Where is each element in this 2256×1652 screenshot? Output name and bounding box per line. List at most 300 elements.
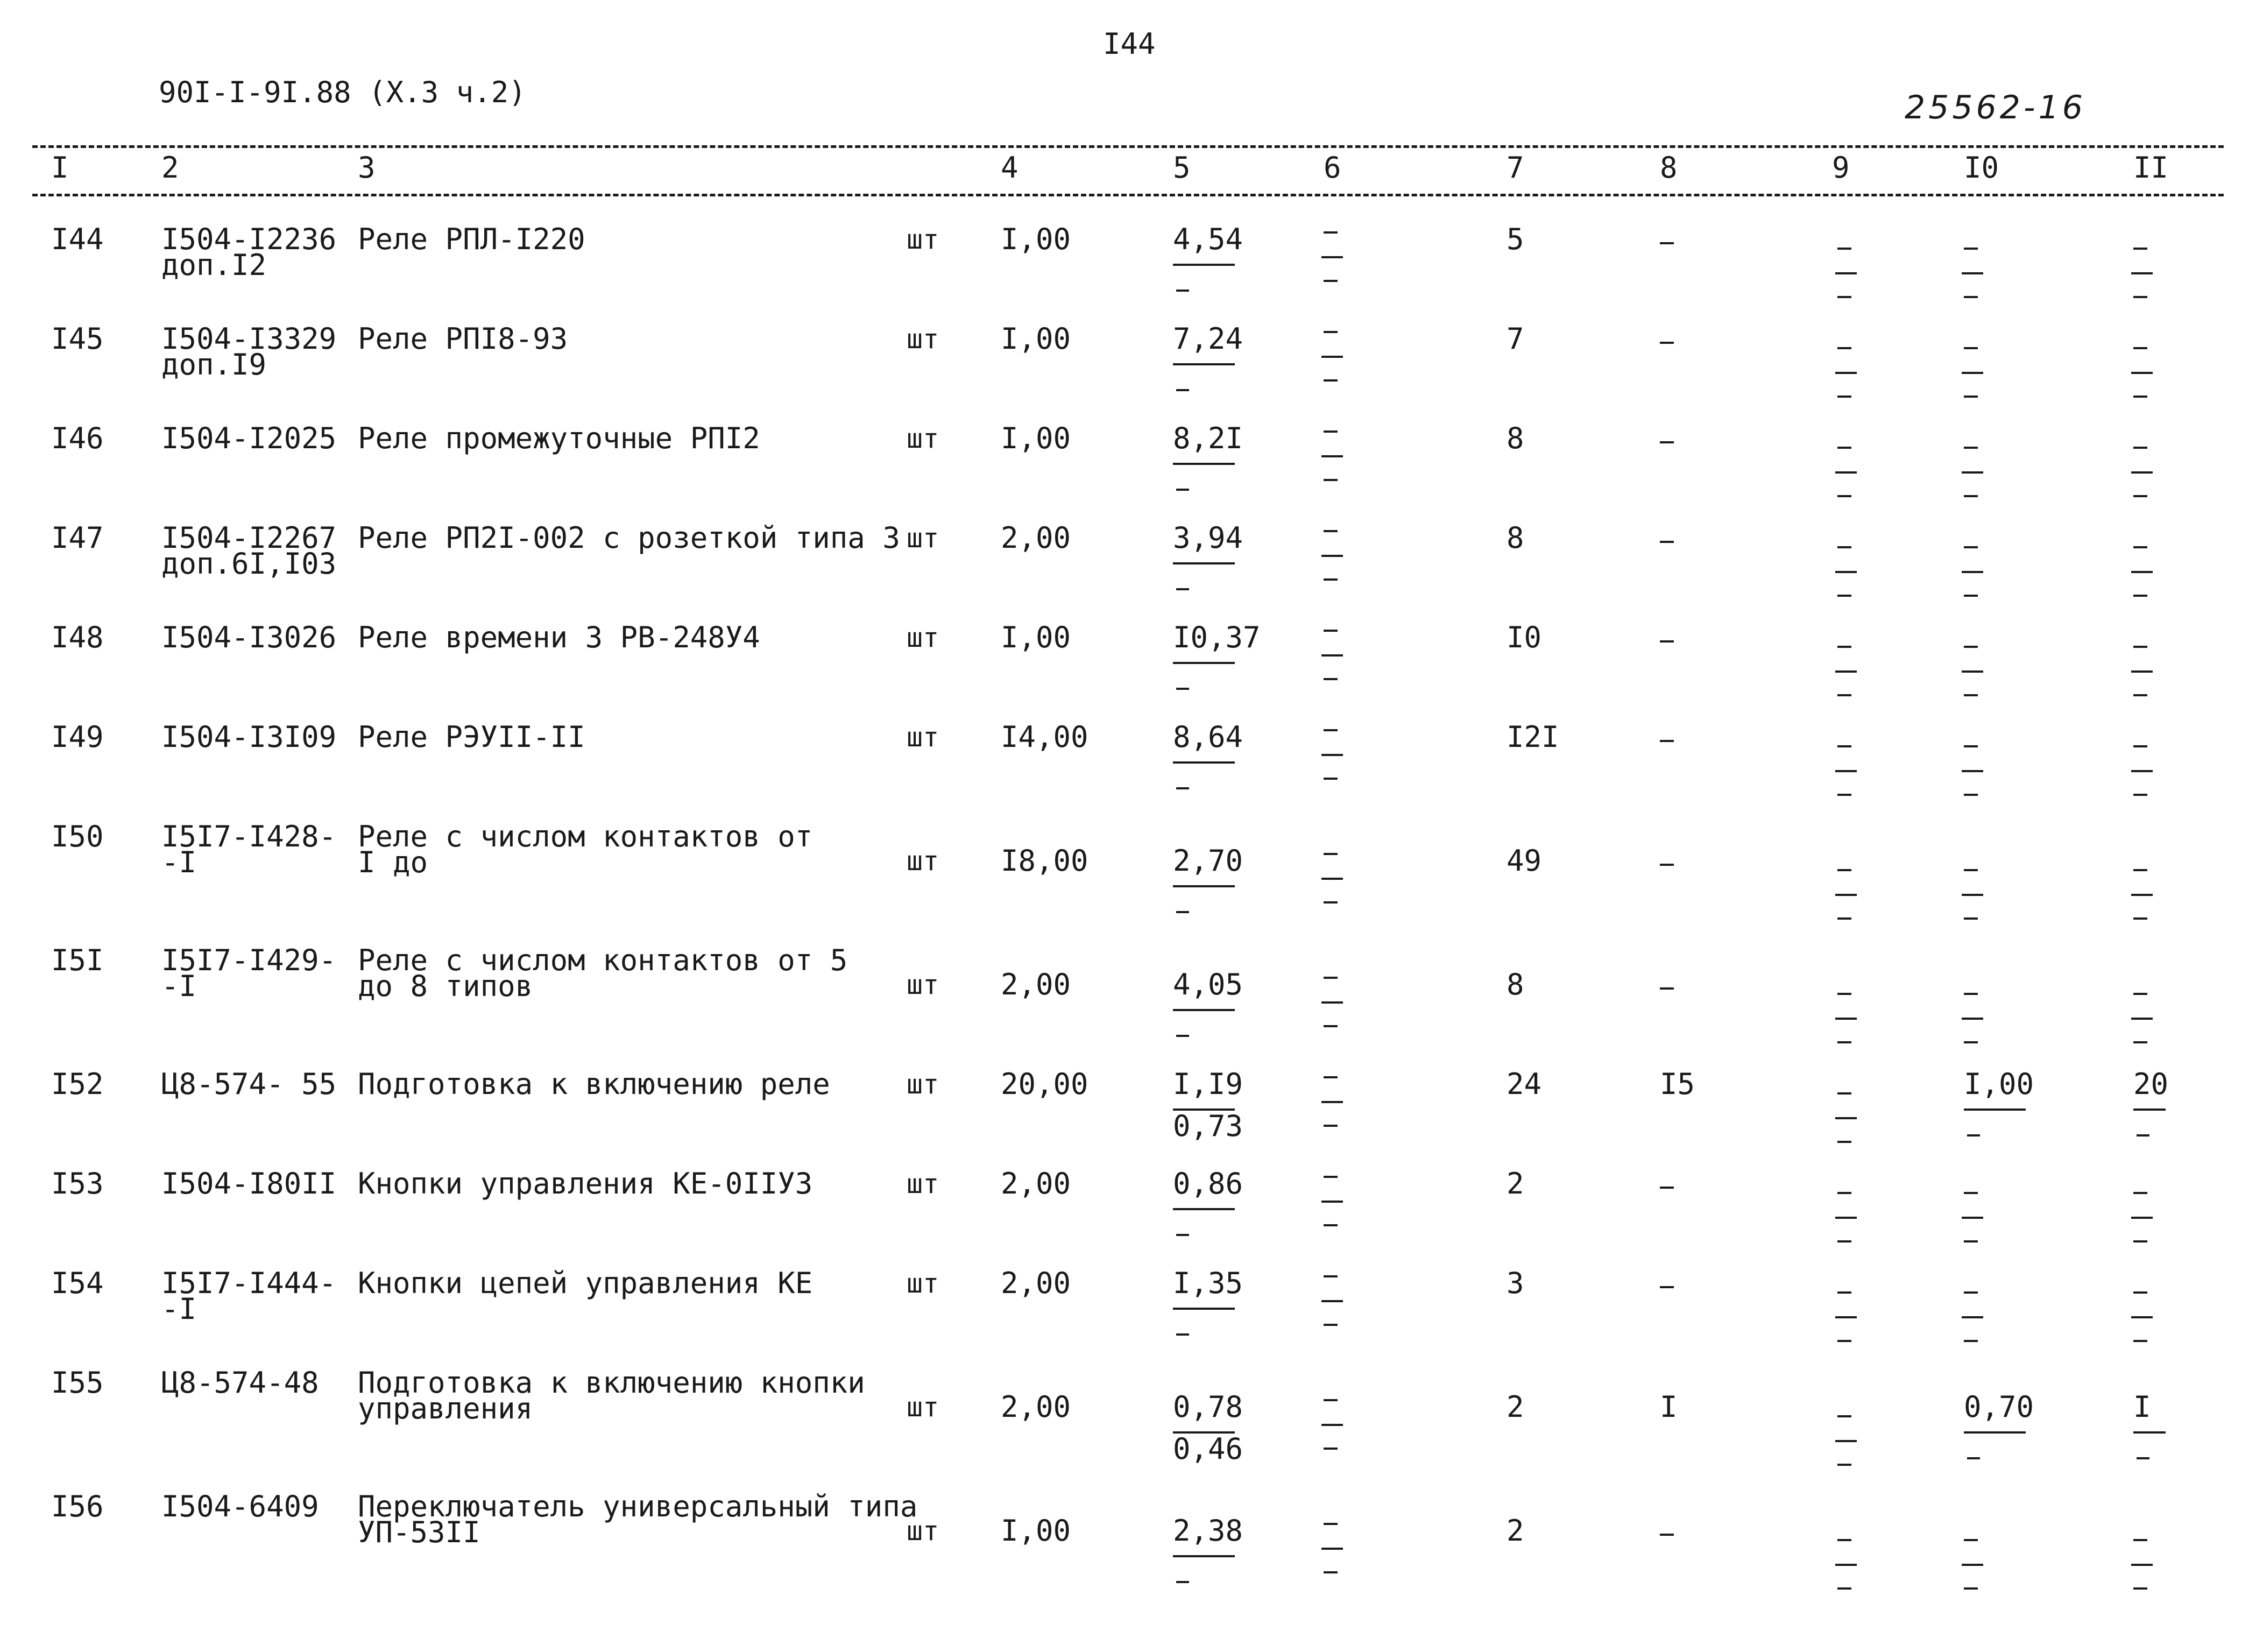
resource-code: I5I7-I428-: [161, 820, 337, 853]
unit-cost: I,35: [1173, 1266, 1243, 1300]
col11-dash-bottom: [2133, 917, 2147, 920]
resource-code: Ц8-574- 55: [161, 1067, 337, 1101]
quantity: 2,00: [1001, 521, 1071, 555]
unit-cost-wage-dash: [1176, 290, 1189, 292]
col9-dash-top: [1837, 993, 1851, 995]
col6-dash-line: [1321, 1201, 1343, 1203]
col6-dash-top: [1324, 630, 1338, 632]
col8-dash: [1660, 740, 1674, 742]
row-number: I54: [51, 1266, 104, 1300]
resource-code-addendum: доп.I2: [161, 248, 267, 282]
unit-cost-fraction-line: [1173, 363, 1235, 365]
col9-dash-line: [1835, 1117, 1857, 1119]
quantity: I,00: [1001, 322, 1071, 356]
col6-dash-bottom: [1324, 1571, 1338, 1573]
unit-of-measure: шт: [907, 1168, 939, 1199]
col9-dash-bottom: [1837, 1340, 1851, 1342]
resource-code-addendum: -I: [161, 845, 197, 879]
resource-name: Кнопки управления КЕ-0IIУЗ: [358, 1167, 813, 1201]
col6-dash-bottom: [1324, 1025, 1338, 1027]
col6-dash-top: [1324, 231, 1338, 234]
col10-dash-top: [1964, 646, 1978, 648]
col10-dash-top: [1964, 993, 1978, 995]
col11-dash-line: [2131, 571, 2153, 573]
col6-dash-top: [1324, 853, 1338, 855]
col10-value: I,00: [1964, 1067, 2034, 1101]
col10-dash-top: [1964, 1192, 1978, 1194]
col9-dash-bottom: [1837, 1464, 1851, 1466]
unit-cost: I,I9: [1173, 1067, 1243, 1101]
resource-code-addendum: -I: [161, 1292, 197, 1326]
unit-cost-fraction-line: [1173, 1009, 1235, 1011]
page-number: I44: [1103, 27, 1156, 61]
col9-dash-bottom: [1837, 1141, 1851, 1143]
resource-name: Реле РПI8-93: [358, 322, 568, 356]
col9-dash-bottom: [1837, 296, 1851, 298]
col8-dash: [1660, 441, 1674, 443]
col10-dash-bottom: [1964, 1041, 1978, 1043]
col6-dash-top: [1324, 530, 1338, 532]
col9-dash-top: [1837, 546, 1851, 548]
unit-cost-wage-dash: [1176, 389, 1189, 391]
col6-dash-bottom: [1324, 379, 1338, 382]
row-number: I53: [51, 1167, 104, 1201]
column-header-7: 7: [1507, 151, 1524, 185]
col6-dash-line: [1321, 455, 1343, 457]
col10-value: 0,70: [1964, 1390, 2034, 1424]
total-cost: 5: [1507, 222, 1524, 256]
resource-name: Кнопки цепей управления КЕ: [358, 1266, 813, 1300]
col9-dash-bottom: [1837, 917, 1851, 920]
col11-fraction-line: [2133, 1109, 2166, 1111]
unit-cost: 2,70: [1173, 844, 1243, 878]
quantity: I4,00: [1001, 720, 1088, 754]
col8-dash: [1660, 541, 1674, 543]
col9-dash-line: [1835, 670, 1857, 673]
col10-dash-top: [1964, 1539, 1978, 1541]
column-header-3: 3: [358, 151, 376, 185]
resource-code-addendum: -I: [161, 969, 197, 1003]
col9-dash-top: [1837, 646, 1851, 648]
unit-of-measure: шт: [907, 1268, 939, 1299]
col10-dash-bottom: [1964, 917, 1978, 920]
col11-dash-bottom: [2133, 396, 2147, 398]
resource-code-addendum: доп.I9: [161, 348, 267, 382]
col11-dash-top: [2133, 1291, 2147, 1294]
quantity: I,00: [1001, 222, 1071, 256]
unit-cost-wage-dash: [1176, 588, 1189, 590]
col11-dash-bottom: [2133, 794, 2147, 796]
col11-dash-line: [2131, 1564, 2153, 1566]
col10-fraction-line: [1964, 1431, 2026, 1434]
col10-dash-bottom: [1964, 495, 1978, 497]
unit-cost-fraction-line: [1173, 1308, 1235, 1310]
col11-dash-bottom: [2133, 1340, 2147, 1342]
col9-dash-line: [1835, 1316, 1857, 1318]
col10-dash-bottom: [1964, 595, 1978, 597]
unit-cost-wage-dash: [1176, 911, 1189, 913]
col11-dash-bottom: [2133, 495, 2147, 497]
col10-dash-line: [1962, 670, 1983, 673]
col11-dash: [2137, 1457, 2149, 1459]
unit-cost: 4,05: [1173, 968, 1243, 1001]
col9-dash-top: [1837, 1092, 1851, 1095]
col9-dash-line: [1835, 1564, 1857, 1566]
col6-dash-bottom: [1324, 1324, 1338, 1326]
resource-code-addendum: доп.6I,I03: [161, 547, 337, 581]
column-header-9: 9: [1832, 151, 1850, 185]
col10-dash-bottom: [1964, 1340, 1978, 1342]
col8-dash: [1660, 1534, 1674, 1536]
unit-cost-wage-dash: [1176, 1035, 1189, 1037]
col10-dash-top: [1964, 447, 1978, 449]
row-number: I46: [51, 421, 104, 455]
total-cost: 49: [1507, 844, 1542, 878]
row-number: I47: [51, 521, 104, 555]
col11-dash-line: [2131, 471, 2153, 474]
quantity: I8,00: [1001, 844, 1088, 878]
resource-name: Переключатель универсальный типа: [358, 1489, 918, 1523]
col10-dash-bottom: [1964, 396, 1978, 398]
col11-dash-line: [2131, 1018, 2153, 1020]
unit-cost-fraction-line: [1173, 463, 1235, 465]
unit-cost-wage-dash: [1176, 1234, 1189, 1236]
col11-dash-top: [2133, 347, 2147, 349]
resource-name-continued: УП-53II: [358, 1515, 480, 1549]
col6-dash-top: [1324, 1399, 1338, 1401]
row-number: I56: [51, 1489, 104, 1523]
col9-dash-line: [1835, 1217, 1857, 1219]
unit-cost: I0,37: [1173, 620, 1261, 654]
unit-of-measure: шт: [907, 722, 939, 753]
col10-dash-bottom: [1964, 694, 1978, 696]
column-header-10: I0: [1964, 151, 1999, 185]
header-top-rule: [32, 145, 2224, 148]
col10-dash: [1967, 1457, 1980, 1459]
col9-dash-bottom: [1837, 694, 1851, 696]
col6-dash-bottom: [1324, 1224, 1338, 1226]
unit-of-measure: шт: [907, 969, 939, 1000]
col10-dash-bottom: [1964, 1587, 1978, 1590]
row-number: I44: [51, 222, 104, 256]
col6-dash-top: [1324, 977, 1338, 979]
col11-fraction-line: [2133, 1431, 2166, 1434]
resource-code: I504-6409: [161, 1489, 319, 1523]
quantity: 20,00: [1001, 1067, 1088, 1101]
unit-of-measure: шт: [907, 323, 939, 355]
col11-value: I: [2133, 1390, 2151, 1424]
unit-cost: 8,2I: [1173, 421, 1243, 455]
resource-name: Реле РЭУII-II: [358, 720, 585, 754]
resource-name-continued: управления: [358, 1392, 533, 1425]
unit-cost: 0,86: [1173, 1167, 1243, 1201]
row-number: I52: [51, 1067, 104, 1101]
col9-dash-line: [1835, 1018, 1857, 1020]
col9-dash-line: [1835, 471, 1857, 474]
quantity: 2,00: [1001, 968, 1071, 1001]
col11-dash-top: [2133, 1192, 2147, 1194]
col11-dash: [2137, 1134, 2149, 1136]
col8-value: I5: [1660, 1067, 1695, 1101]
column-header-2: 2: [161, 151, 179, 185]
col9-dash-bottom: [1837, 1587, 1851, 1590]
col11-dash-top: [2133, 869, 2147, 871]
col6-dash-line: [1321, 1424, 1343, 1426]
col6-dash-bottom: [1324, 1448, 1338, 1450]
col8-value: I: [1660, 1390, 1678, 1424]
document-code: 90I-I-9I.88 (X.3 ч.2): [159, 75, 526, 109]
col6-dash-top: [1324, 729, 1338, 731]
column-header-6: 6: [1324, 151, 1341, 185]
col11-dash-top: [2133, 745, 2147, 747]
col6-dash-bottom: [1324, 280, 1338, 282]
col6-dash-line: [1321, 1101, 1343, 1103]
col9-dash-top: [1837, 1291, 1851, 1294]
resource-code: I504-I3026: [161, 620, 337, 654]
col9-dash-line: [1835, 894, 1857, 896]
resource-name: Подготовка к включению реле: [358, 1067, 830, 1101]
col10-dash-top: [1964, 546, 1978, 548]
col11-dash-line: [2131, 670, 2153, 673]
resource-code: I5I7-I429-: [161, 943, 337, 977]
unit-cost-fraction-line: [1173, 264, 1235, 266]
col9-dash-top: [1837, 447, 1851, 449]
resource-code: I504-I2025: [161, 421, 337, 455]
col10-dash-top: [1964, 745, 1978, 747]
col8-dash: [1660, 1286, 1674, 1288]
col6-dash-line: [1321, 555, 1343, 557]
col9-dash-top: [1837, 347, 1851, 349]
col9-dash-top: [1837, 1415, 1851, 1417]
unit-of-measure: шт: [907, 622, 939, 653]
unit-cost: 7,24: [1173, 322, 1243, 356]
unit-cost-fraction-line: [1173, 885, 1235, 887]
quantity: 2,00: [1001, 1167, 1071, 1201]
resource-code: Ц8-574-48: [161, 1366, 319, 1400]
unit-cost-wage: 0,46: [1173, 1432, 1243, 1466]
unit-cost-fraction-line: [1173, 1208, 1235, 1210]
col8-dash: [1660, 640, 1674, 643]
col11-dash-line: [2131, 272, 2153, 274]
total-cost: I2I: [1507, 720, 1559, 754]
col10-dash-top: [1964, 347, 1978, 349]
col6-dash-bottom: [1324, 778, 1338, 780]
col10-fraction-line: [1964, 1109, 2026, 1111]
resource-name: Подготовка к включению кнопки: [358, 1366, 865, 1400]
resource-code: I504-I3329: [161, 322, 337, 356]
col9-dash-line: [1835, 272, 1857, 274]
unit-cost-fraction-line: [1173, 562, 1235, 564]
col11-dash-top: [2133, 993, 2147, 995]
col6-dash-line: [1321, 256, 1343, 258]
col9-dash-line: [1835, 1440, 1857, 1442]
header-bottom-rule: [32, 194, 2224, 196]
total-cost: 7: [1507, 322, 1524, 356]
row-number: I55: [51, 1366, 104, 1400]
col6-dash-bottom: [1324, 1125, 1338, 1127]
col11-dash-line: [2131, 770, 2153, 772]
quantity: I,00: [1001, 620, 1071, 654]
col8-dash: [1660, 242, 1674, 244]
row-number: I50: [51, 820, 104, 853]
quantity: I,00: [1001, 421, 1071, 455]
col11-dash-bottom: [2133, 694, 2147, 696]
col9-dash-top: [1837, 869, 1851, 871]
unit-of-measure: шт: [907, 523, 939, 554]
col10-dash-top: [1964, 1291, 1978, 1294]
resource-code: I504-I2236: [161, 222, 337, 256]
col10-dash-line: [1962, 272, 1983, 274]
col10-dash: [1967, 1134, 1980, 1136]
col6-dash-top: [1324, 1523, 1338, 1525]
col9-dash-top: [1837, 1539, 1851, 1541]
resource-code: I504-I3I09: [161, 720, 337, 754]
col10-dash-line: [1962, 770, 1983, 772]
total-cost: 8: [1507, 521, 1524, 555]
resource-name-continued: до 8 типов: [358, 969, 533, 1003]
col9-dash-bottom: [1837, 595, 1851, 597]
col10-dash-line: [1962, 894, 1983, 896]
col9-dash-bottom: [1837, 396, 1851, 398]
col9-dash-line: [1835, 372, 1857, 374]
col6-dash-top: [1324, 331, 1338, 333]
col10-dash-line: [1962, 1217, 1983, 1219]
total-cost: 2: [1507, 1390, 1524, 1424]
total-cost: 3: [1507, 1266, 1524, 1300]
col6-dash-line: [1321, 754, 1343, 756]
column-header-4: 4: [1001, 151, 1019, 185]
col9-dash-top: [1837, 248, 1851, 250]
resource-name: Реле времени 3 РВ-248У4: [358, 620, 760, 654]
col11-dash-top: [2133, 546, 2147, 548]
col6-dash-line: [1321, 356, 1343, 358]
total-cost: 8: [1507, 421, 1524, 455]
unit-cost: 4,54: [1173, 222, 1243, 256]
unit-cost-wage-dash: [1176, 489, 1189, 491]
row-number: I48: [51, 620, 104, 654]
unit-cost: 0,78: [1173, 1390, 1243, 1424]
unit-of-measure: шт: [907, 845, 939, 877]
col6-dash-line: [1321, 654, 1343, 656]
col11-dash-top: [2133, 646, 2147, 648]
col6-dash-bottom: [1324, 479, 1338, 481]
col11-value: 20: [2133, 1067, 2169, 1101]
col6-dash-line: [1321, 1300, 1343, 1302]
row-number: I45: [51, 322, 104, 356]
col10-dash-line: [1962, 1564, 1983, 1566]
resource-code: I504-I80II: [161, 1167, 337, 1201]
col11-dash-bottom: [2133, 296, 2147, 298]
resource-name: Реле промежуточные РПI2: [358, 421, 760, 455]
col6-dash-bottom: [1324, 578, 1338, 581]
unit-cost: 2,38: [1173, 1514, 1243, 1548]
col10-dash-line: [1962, 471, 1983, 474]
column-header-5: 5: [1173, 151, 1191, 185]
total-cost: 8: [1507, 968, 1524, 1001]
unit-cost: 3,94: [1173, 521, 1243, 555]
total-cost: 2: [1507, 1167, 1524, 1201]
col10-dash-bottom: [1964, 1240, 1978, 1242]
col6-dash-top: [1324, 1275, 1338, 1277]
row-number: I49: [51, 720, 104, 754]
resource-name: Реле РПЛ-I220: [358, 222, 585, 256]
unit-of-measure: шт: [907, 224, 939, 255]
col9-dash-bottom: [1837, 1041, 1851, 1043]
col8-dash: [1660, 864, 1674, 866]
col9-dash-bottom: [1837, 495, 1851, 497]
unit-cost-fraction-line: [1173, 1555, 1235, 1557]
unit-of-measure: шт: [907, 423, 939, 454]
col9-dash-line: [1835, 770, 1857, 772]
col6-dash-line: [1321, 1548, 1343, 1550]
unit-cost: 8,64: [1173, 720, 1243, 754]
col11-dash-bottom: [2133, 1041, 2147, 1043]
col9-dash-top: [1837, 1192, 1851, 1194]
col6-dash-bottom: [1324, 901, 1338, 903]
col9-dash-bottom: [1837, 1240, 1851, 1242]
unit-cost-wage-dash: [1176, 688, 1189, 690]
col6-dash-line: [1321, 878, 1343, 880]
col8-dash: [1660, 987, 1674, 990]
quantity: I,00: [1001, 1514, 1071, 1548]
unit-of-measure: шт: [907, 1069, 939, 1100]
column-header-11: II: [2133, 151, 2169, 185]
col6-dash-top: [1324, 1176, 1338, 1178]
resource-name: Реле с числом контактов от 5: [358, 943, 848, 977]
col11-dash-line: [2131, 894, 2153, 896]
col6-dash-bottom: [1324, 678, 1338, 680]
col10-dash-top: [1964, 248, 1978, 250]
unit-cost-fraction-line: [1173, 662, 1235, 664]
column-header-8: 8: [1660, 151, 1678, 185]
quantity: 2,00: [1001, 1266, 1071, 1300]
col11-dash-bottom: [2133, 1587, 2147, 1590]
resource-name: Реле с числом контактов от: [358, 820, 813, 853]
col11-dash-top: [2133, 248, 2147, 250]
col11-dash-bottom: [2133, 1240, 2147, 1242]
total-cost: 2: [1507, 1514, 1524, 1548]
col10-dash-line: [1962, 1018, 1983, 1020]
col10-dash-top: [1964, 869, 1978, 871]
unit-of-measure: шт: [907, 1392, 939, 1423]
col11-dash-line: [2131, 372, 2153, 374]
unit-cost-wage: 0,73: [1173, 1109, 1243, 1143]
column-header-1: I: [51, 151, 69, 185]
col11-dash-bottom: [2133, 595, 2147, 597]
col9-dash-line: [1835, 571, 1857, 573]
quantity: 2,00: [1001, 1390, 1071, 1424]
resource-name: Реле РП2I-002 с розеткой типа 3: [358, 521, 900, 555]
total-cost: I0: [1507, 620, 1542, 654]
unit-cost-wage-dash: [1176, 1333, 1189, 1336]
col6-dash-line: [1321, 1001, 1343, 1004]
col8-dash: [1660, 342, 1674, 344]
col11-dash-line: [2131, 1316, 2153, 1318]
col6-dash-top: [1324, 430, 1338, 433]
total-cost: 24: [1507, 1067, 1542, 1101]
unit-cost-wage-dash: [1176, 1581, 1189, 1583]
col9-dash-top: [1837, 745, 1851, 747]
col11-dash-top: [2133, 447, 2147, 449]
col8-dash: [1660, 1187, 1674, 1189]
col10-dash-line: [1962, 571, 1983, 573]
col10-dash-bottom: [1964, 794, 1978, 796]
resource-code: I504-I2267: [161, 521, 337, 555]
resource-code: I5I7-I444-: [161, 1266, 337, 1300]
col11-dash-top: [2133, 1539, 2147, 1541]
unit-cost-wage-dash: [1176, 787, 1189, 789]
handwritten-number: 25562-16: [1905, 89, 2086, 126]
